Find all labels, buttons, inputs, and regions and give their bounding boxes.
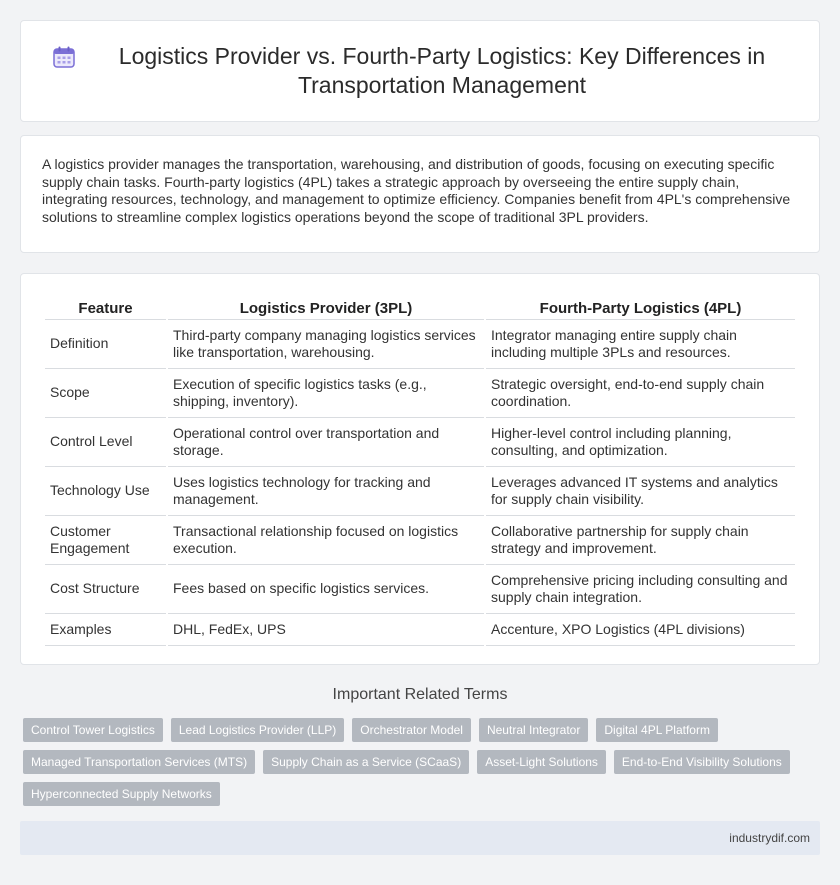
table-header-row (45, 294, 795, 320)
comparison-table (43, 294, 797, 646)
row-3pl: Execution of specific logistics tasks (e.g., shipping, inventory). (168, 369, 484, 418)
row-feature: Definition (45, 320, 166, 369)
row-feature: Customer Engagement (45, 516, 166, 565)
row-3pl: Operational control over transportation and storage. (168, 418, 484, 467)
intro-card (20, 135, 820, 253)
table-row (45, 565, 795, 614)
related-term-tag[interactable]: Digital 4PL Platform (596, 718, 718, 742)
related-term-tag[interactable]: Neutral Integrator (479, 718, 588, 742)
related-term-tag[interactable]: Supply Chain as a Service (SCaaS) (263, 750, 469, 774)
related-term-tag[interactable]: End-to-End Visibility Solutions (614, 750, 790, 774)
row-4pl: Accenture, XPO Logistics (4PL divisions) (486, 614, 795, 646)
row-4pl: Strategic oversight, end-to-end supply chain coordination. (486, 369, 795, 418)
row-feature: Scope (45, 369, 166, 418)
row-feature: Cost Structure (45, 565, 166, 614)
row-3pl: Transactional relationship focused on logistics execution. (168, 516, 484, 565)
footer-site-link[interactable]: industrydif.com (729, 831, 810, 845)
header-feature: Feature (45, 294, 166, 320)
row-4pl: Comprehensive pricing including consulting and supply chain integration. (486, 565, 795, 614)
related-term-tag[interactable]: Managed Transportation Services (MTS) (23, 750, 255, 774)
table-row (45, 614, 795, 646)
row-feature: Examples (45, 614, 166, 646)
row-3pl: Fees based on specific logistics services. (168, 565, 484, 614)
table-row (45, 418, 795, 467)
footer (20, 821, 820, 855)
table-row (45, 467, 795, 516)
row-4pl: Leverages advanced IT systems and analytics for supply chain visibility. (486, 467, 795, 516)
page-title: Logistics Provider vs. Fourth-Party Logistics: Key Differences in Transportation Management (118, 43, 766, 98)
related-term-tag[interactable]: Lead Logistics Provider (LLP) (171, 718, 344, 742)
related-term-tag[interactable]: Asset-Light Solutions (477, 750, 606, 774)
calendar-icon (51, 44, 77, 70)
related-term-tag[interactable]: Orchestrator Model (352, 718, 471, 742)
related-terms-list (23, 718, 813, 806)
related-terms-title: Important Related Terms (332, 686, 508, 703)
related-term-tag[interactable]: Hyperconnected Supply Networks (23, 782, 220, 806)
row-4pl: Collaborative partnership for supply chain strategy and improvement. (486, 516, 795, 565)
table-row (45, 320, 795, 369)
row-4pl: Higher-level control including planning, consulting, and optimization. (486, 418, 795, 467)
row-4pl: Integrator managing entire supply chain including multiple 3PLs and resources. (486, 320, 795, 369)
row-3pl: Uses logistics technology for tracking and management. (168, 467, 484, 516)
table-row (45, 516, 795, 565)
header-3pl: Logistics Provider (3PL) (168, 294, 484, 320)
related-term-tag[interactable]: Control Tower Logistics (23, 718, 163, 742)
comparison-card (20, 273, 820, 665)
intro-paragraph: A logistics provider manages the transportation, warehousing, and distribution of goods, focusing on executing specific supply chain tasks. Fourth-party logistics (4PL) takes a strategic approach by overseeing the entire supply chain, integrating resources, technology, and management to optimize efficiency. Companies benefit from 4PL's comprehensive solutions to streamline complex logistics operations beyond the scope of traditional 3PL providers. (42, 156, 791, 225)
row-feature: Technology Use (45, 467, 166, 516)
table-row (45, 369, 795, 418)
row-3pl: DHL, FedEx, UPS (168, 614, 484, 646)
header-card (20, 20, 820, 122)
row-feature: Control Level (45, 418, 166, 467)
header-4pl: Fourth-Party Logistics (4PL) (486, 294, 795, 320)
row-3pl: Third-party company managing logistics services like transportation, warehousing. (168, 320, 484, 369)
